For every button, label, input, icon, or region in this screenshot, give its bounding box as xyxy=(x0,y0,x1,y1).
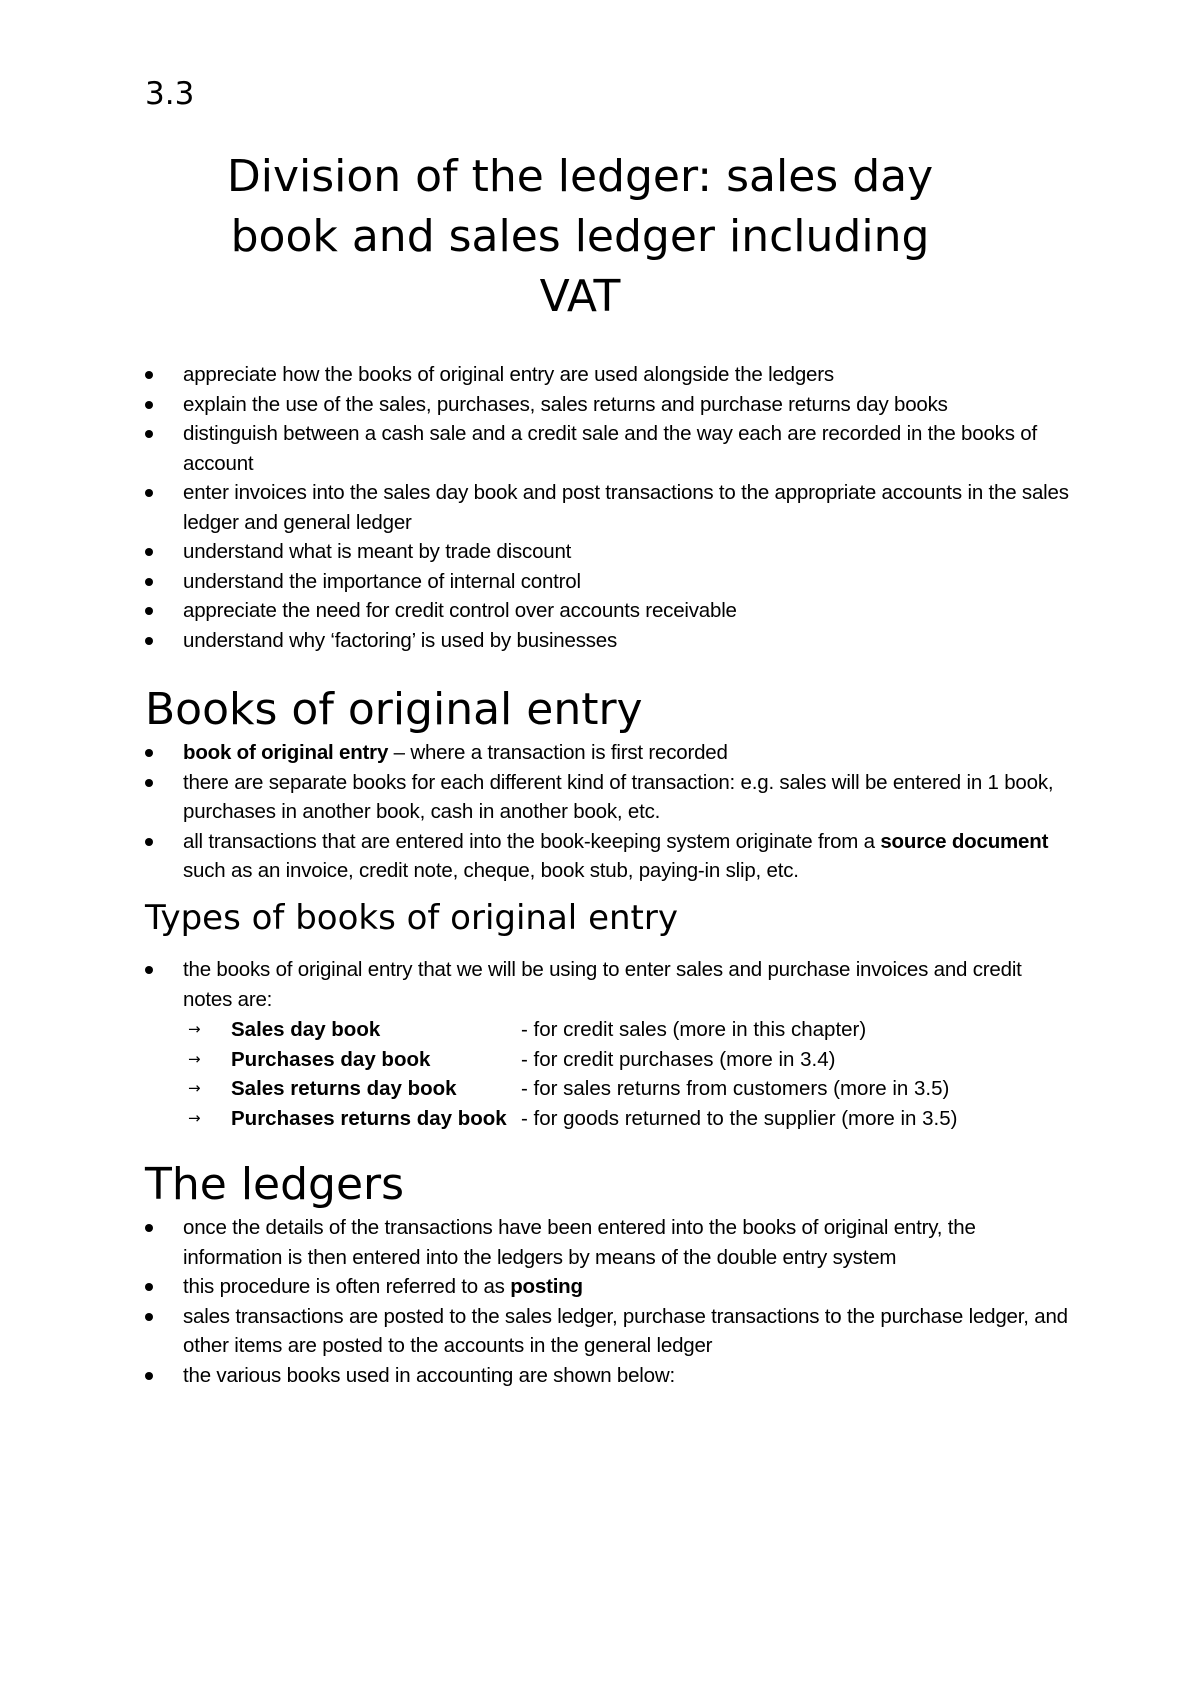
arrow-right-icon: → xyxy=(188,1108,201,1127)
arrow-right-icon: → xyxy=(188,1049,201,1068)
books-list xyxy=(145,738,1075,886)
bullet-icon xyxy=(145,779,153,787)
bullet-icon xyxy=(145,637,153,645)
bullet-icon xyxy=(145,1372,153,1380)
list-item: appreciate how the books of original entry are used alongside the ledgers xyxy=(145,360,1075,390)
title-line: book and sales ledger including xyxy=(230,211,930,262)
list-item: sales transactions are posted to the sales ledger, purchase transactions to the purchase ledger, and other items are posted to the accounts in the general ledger xyxy=(145,1302,1075,1361)
list-item: the books of original entry that we will be using to enter sales and purchase invoices and credit notes are: xyxy=(145,955,1075,1014)
list-item: explain the use of the sales, purchases, sales returns and purchase returns day books xyxy=(145,390,1075,420)
books-table xyxy=(183,1015,1083,1133)
arrow-right-icon: → xyxy=(188,1079,201,1097)
list-item: there are separate books for each different kind of transaction: e.g. sales will be entered in 1 book, purchases in another book, cash in another book, etc. xyxy=(145,768,1075,827)
list-item: distinguish between a cash sale and a credit sale and the way each are recorded in the books of account xyxy=(145,419,1075,478)
types-list xyxy=(145,955,1075,1014)
bullet-icon xyxy=(145,578,153,586)
section-heading: The ledgers xyxy=(145,1159,405,1210)
table-row: → Sales returns day book - for sales returns from customers (more in 3.5) xyxy=(183,1074,1083,1104)
list-item: enter invoices into the sales day book and post transactions to the appropriate accounts in the sales ledger and general ledger xyxy=(145,478,1075,537)
subsection-heading: Types of books of original entry xyxy=(145,898,678,938)
table-row: → Sales day book - for credit sales (more in this chapter) xyxy=(183,1015,1083,1045)
bullet-icon xyxy=(145,966,153,974)
bullet-icon xyxy=(145,489,153,497)
list-item: book of original entry – where a transaction is first recorded xyxy=(145,738,1075,768)
bullet-icon xyxy=(145,1313,153,1321)
arrow-right-icon: → xyxy=(188,1020,201,1038)
list-item: understand the importance of internal control xyxy=(145,567,1075,597)
title-line: VAT xyxy=(539,271,621,322)
bullet-icon xyxy=(145,607,153,615)
ledgers-list xyxy=(145,1213,1075,1390)
section-heading: Books of original entry xyxy=(145,684,643,735)
list-item: all transactions that are entered into the book-keeping system originate from a source document such as an invoice, credit note, cheque, book stub, paying-in slip, etc. xyxy=(145,827,1075,886)
list-item: this procedure is often referred to as posting xyxy=(145,1272,1075,1302)
section-number: 3.3 xyxy=(145,76,195,112)
bullet-icon xyxy=(145,749,153,757)
bullet-icon xyxy=(145,1283,153,1291)
list-item: once the details of the transactions have been entered into the books of original entry, the information is then entered into the ledgers by means of the double entry system xyxy=(145,1213,1075,1272)
bullet-icon xyxy=(145,1224,153,1232)
title-line: Division of the ledger: sales day xyxy=(226,151,934,202)
list-item: the various books used in accounting are shown below: xyxy=(145,1361,1075,1391)
bullet-icon xyxy=(145,430,153,438)
list-item: understand what is meant by trade discount xyxy=(145,537,1075,567)
list-item: appreciate the need for credit control over accounts receivable xyxy=(145,596,1075,626)
table-row: → Purchases day book - for credit purchases (more in 3.4) xyxy=(183,1045,1083,1075)
bullet-icon xyxy=(145,548,153,556)
table-row: → Purchases returns day book - for goods returned to the supplier (more in 3.5) xyxy=(183,1104,1083,1134)
bullet-icon xyxy=(145,838,153,846)
list-item: understand why ‘factoring’ is used by businesses xyxy=(145,626,1075,656)
page-title xyxy=(120,147,1040,327)
bullet-icon xyxy=(145,401,153,409)
objectives-list xyxy=(145,360,1075,655)
bullet-icon xyxy=(145,371,153,379)
